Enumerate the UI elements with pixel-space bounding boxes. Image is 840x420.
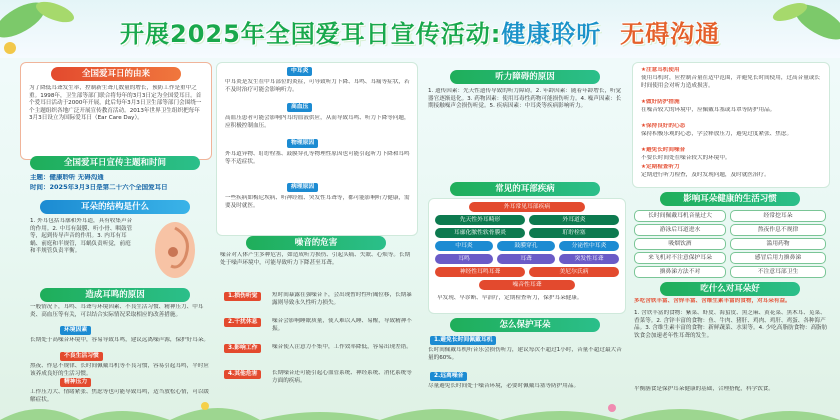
disease-item: 突发性耳聋 [559, 254, 619, 264]
food-text: 1. 含铁丰富的食物：紫菜、虾皮、海蜇皮、黑芝麻、黄花菜、黑木耳、苋菜、香菜等。2. 含锌丰富的食物：鱼、牛肉、猪肝、鸡肉、鸡肝、鸡蛋、各种海产品。3. 含维生素丰富的食物：新鲜蔬菜、水果等。4. 少吃高脂肪食物：高脂肪饮食会加速老年性耳聋的发生。 [634, 310, 828, 339]
noise-label-work: 3.影响工作 [224, 344, 261, 353]
noise-text: 噪音对人体产生多种危害，如造成听力损伤、引起头痛、失眠、心烦等。长期处于噪声环境中，可能导致听力下降甚至耳聋。 [220, 252, 411, 266]
diseases-text: 早发现、早诊断、早治疗，定期检查听力，保护耳朵健康。 [437, 295, 583, 301]
theme-line: 主题：健康聆听 无碍沟通 [30, 174, 104, 181]
protect-title: 怎么保护耳朵 [450, 318, 600, 332]
food-footer: 平衡膳食是保护耳朵健康的基础，合理搭配，科学饮食。 [634, 386, 774, 392]
noise-text-hearing: 短时间暴露在强噪音下，会出现暂时性听阈位移，长期暴露则导致永久性听力损失。 [272, 292, 412, 306]
block-label-physical: 物理原因 [287, 139, 318, 148]
diseases-header: 外耳常见耳部疾病 [469, 202, 585, 212]
block-text-otitis: 中耳炎是发生在中耳部位的炎症，可导致听力下降、耳鸣、耳痛等症状，若不及时治疗可能会影响听力。 [225, 79, 410, 93]
structure-title: 耳朵的结构是什么 [40, 200, 190, 214]
structure-text: 1. 外耳包括耳廓和外耳道，具有收集声音的作用。2. 中耳有鼓膜、听小骨、咽鼓管等，起到传导声音的作用。3. 内耳有耳蜗、前庭和半规管，耳蜗负责听觉，前庭和半规管负责平衡。 [30, 218, 133, 255]
block-label-otitis: 中耳炎 [287, 67, 312, 76]
block-label-hypertension: 高血压 [287, 103, 312, 112]
tip-title: ★保持良好的心态 [641, 123, 686, 129]
leaf-decoration-left [0, 0, 120, 70]
disease-item: 中耳炎 [435, 241, 493, 251]
habit-item: 吸烟饮酒 [634, 238, 726, 250]
habit-item: 滥用药物 [730, 238, 826, 250]
habit-item: 游泳后耳道进水 [634, 224, 726, 236]
origin-title: 全国爱耳日的由来 [51, 67, 181, 81]
disease-item: 外耳道炎 [529, 215, 619, 225]
cause-title: 造成耳鸣的原因 [40, 288, 190, 302]
block-text-hypertension: 高血压患者可能会影响内耳的血液供应，从而导致耳鸣、听力下降等问题，应积极控制血压。 [225, 115, 410, 129]
disease-item: 耳聋 [497, 254, 555, 264]
diseases-panel [428, 198, 626, 314]
habit-item: 熬夜作息不规律 [730, 224, 826, 236]
disease-item: 噪音性耳聋 [479, 280, 575, 290]
tag-stress-text: 工作压力大、情绪紧张、焦虑等也可能导致耳鸣，适当放松心情，可以缓解症状。 [30, 389, 210, 403]
tip-title: ★做好防护措施 [641, 99, 680, 105]
noise-label-other: 4.其他危害 [224, 370, 261, 379]
protect-label-noise: 2.远离噪音 [430, 372, 467, 381]
tip-title: ★定期检查听力 [641, 164, 680, 170]
block-text-pathological: 一些疾病如梅尼埃病、听神经瘤、突发性耳聋等，都可能影响听力健康，需要及时就医。 [225, 195, 410, 209]
protect-label-earphones: 1.避免长时间佩戴耳机 [430, 336, 496, 345]
food-title: 吃什么对耳朵好 [660, 282, 800, 296]
noise-text-work: 噪音使人注意力不集中，工作效率降低，容易出现差错。 [272, 344, 412, 350]
habit-item: 经常挖耳朵 [730, 210, 826, 222]
causes-detail-panel [216, 62, 418, 236]
theme-title: 全国爱耳日宣传主题和时间 [30, 156, 200, 170]
noise-text-rest: 噪音会影响睡眠质量，使人难以入睡、易醒，导致精神不振。 [272, 318, 412, 332]
page-title: 开展2025年全国爱耳日宣传活动:健康聆听 无碍沟通 [120, 20, 721, 48]
disease-item: 耳廓化脓性软骨膜炎 [435, 228, 525, 238]
block-text-physical: 外耳道异物、耵聍栓塞、鼓膜穿孔等物理性原因也可能引起听力下降和耳鸣等不适症状。 [225, 151, 410, 165]
habit-item: 不注意耳部卫生 [730, 266, 826, 278]
noise-label-hearing: 1.损伤听觉 [224, 292, 261, 301]
tag-habits-text: 熬夜、作息不规律、长时间佩戴耳机等不良习惯，容易引起耳鸣，平时应该养成良好的生活习惯。 [30, 363, 210, 377]
noise-label-rest: 2.干扰休息 [224, 318, 261, 327]
habit-item: 擤鼻涕方法不对 [634, 266, 726, 278]
noise-title: 噪音的危害 [246, 236, 386, 250]
disease-item: 神经性耳鸣耳聋 [435, 267, 525, 277]
block-label-pathological: 病理原因 [287, 183, 318, 192]
cause-text: 一般情况下，耳鸣、耳聋与环境因素、不良生活习惯、精神压力、中耳炎、高血压等有关，可以结合实际情况采取相应的改善措施。 [30, 304, 204, 318]
origin-panel [20, 62, 212, 160]
tip-text: 定期进行听力检查，及时发现问题，及时就医治疗。 [641, 172, 770, 178]
food-subtitle: 多吃含铁丰富、含锌丰富、含维生素丰富的食物，对耳朵有益。 [634, 298, 791, 304]
habits-title: 影响耳朵健康的生活习惯 [660, 192, 800, 206]
disease-item: 美尼尔氏病 [529, 267, 619, 277]
tip-title: ★避免长时间噪音 [641, 147, 686, 153]
habit-item: 长时间佩戴耳机音量过大 [634, 210, 726, 222]
tip-text: 不要长时间处在噪音较大的环境中。 [641, 155, 731, 161]
diseases-title: 常见的耳部疾病 [450, 182, 600, 196]
tip-text: 在噪音较大的环境中，应佩戴耳塞或耳罩等防护用品。 [641, 107, 776, 113]
tag-habits: 不良生活习惯 [60, 352, 103, 361]
tag-environment: 环境因素 [60, 326, 91, 335]
disease-item: 耵聍栓塞 [529, 228, 619, 238]
disease-item: 鼓膜穿孔 [497, 241, 555, 251]
origin-text: 为了降低耳聋发生率，控制新生聋儿数量的增长，预防工作是重中之重。1998年，卫生部等部门联合将每年的3月3日定为全国爱耳日。首个爱耳日活动于2000年开展，此后每年3月3日卫生部等部门会围绕一个主题组织各地广泛开展宣传教育活动。2013年世界卫生组织把每年3月3日设立为国际爱耳日（Ear Care Day）。 [29, 85, 202, 122]
habit-item: 来飞机对不注意保护耳朵 [634, 252, 726, 264]
tag-stress: 精神压力 [60, 378, 91, 387]
tips-panel [632, 62, 830, 188]
grass-decoration [0, 392, 840, 420]
hearing-text: 1. 遗传因素：先天性遗传导致的听力障碍。2. 年龄因素：随着年龄增长，听觉器官逐渐退化。3. 药物因素：使用耳毒性药物可能损伤听力。4. 噪声因素：长期接触噪声会损伤听觉。5. 疾病因素：中耳炎等疾病影响听力。 [428, 88, 622, 110]
protect-text-earphones: 长时间佩戴耳机听音乐会损伤听力，建议每次不超过1小时，音量不超过最大音量的60%。 [428, 347, 622, 361]
time-line: 时间：2025年3月3日是第二十六个全国爱耳日 [30, 184, 168, 191]
tip-text: 保持积极乐观的心态，学会释放压力，避免过度紧张、焦虑。 [641, 131, 793, 137]
noise-text-other: 长期噪音还可能引起心血管系统、神经系统、消化系统等方面的疾病。 [272, 370, 412, 384]
ear-illustration [145, 218, 205, 282]
habit-item: 感冒后用力擤鼻涕 [730, 252, 826, 264]
tag-environment-text: 长期处于高噪音环境中，容易导致耳鸣，建议远离噪声源，保护好耳朵。 [30, 337, 210, 343]
disease-item: 先天性外耳畸形 [435, 215, 525, 225]
hearing-title: 听力障碍的原因 [450, 70, 600, 84]
tip-title: ★注意耳机使用 [641, 67, 680, 73]
disease-item: 耳鸣 [435, 254, 493, 264]
tip-text: 使用耳机时，应控制音量在适中范围，并避免长时间使用，过高音量或长时间使用会对听力造成损害。 [641, 75, 821, 89]
protect-text-noise: 尽量避免长时间处于噪音环境，必要时佩戴耳塞等防护用品。 [428, 383, 580, 389]
disease-item: 分泌性中耳炎 [559, 241, 619, 251]
